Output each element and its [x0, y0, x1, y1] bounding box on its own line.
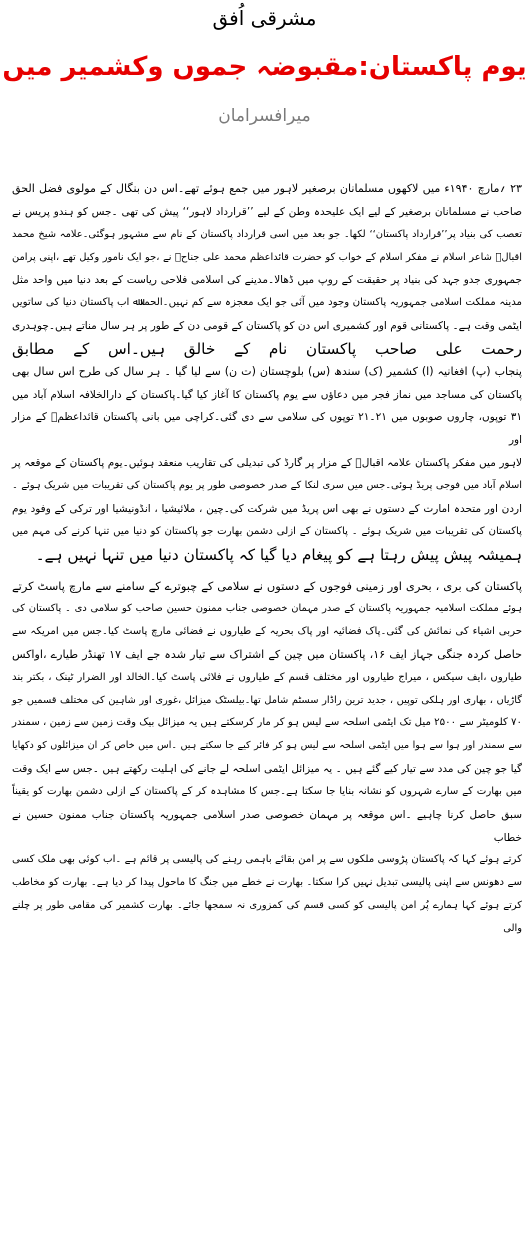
article-line: کرتے ہوئے کہا کہ پاکستان پڑوسی ملکوں سے پر امن بقائے باہمی رہنے کی پالیسی پر قائم ہے ۔اب کوئی بھی ملک کسی: [12, 854, 522, 866]
article-line: ہوئے مملکت اسلامیہ جمہوریہ پاکستان کے صدر مہمان خصوصی جناب ممنون حسین صاحب کو سلامی دی ۔ پاکستان کی: [12, 603, 522, 615]
article-line: جمہوری جدو جہد کی بنیاد پر حقیقت کے روپ میں ڈھالا۔مدینے کی اسلامی فلاحی ریاست کے بعد دنیا میں واحد مثل: [12, 274, 522, 287]
article-line: کرتے ہوئے کہا ہمارے پُر امن پالیسی کو کسی قسم کی کمزوری نہ سمجھا جائے۔ بھارت کشمیر کی مقامی طور پر چلنے والی: [12, 900, 522, 934]
article-line: حربی اشیاء کی نمائش کی گئی۔پاک فضائیہ اور پاک بحریہ کے طیاروں نے فضائی مارچ پاسٹ کیا۔جس میں امریکہ سے: [12, 626, 522, 638]
article-line: سبق حاصل کرنا چاہیے ۔اس موقعہ پر مہمان خصوصی صدر اسلامی جمہوریہ پاکستان جناب ممنون حسین نے خطاب: [12, 808, 522, 844]
article-line: ۲۳ ؍مارچ ۱۹۴۰ء میں لاکھوں مسلمانان برصغیر لاہور میں جمع ہوئے تھے۔اس دن بنگال کے مولوی فضل الحق: [12, 182, 522, 195]
article-line: گیا جو چین کی مدد سے تیار کیے گئے ہیں ۔ یہ میزائل ایٹمی اسلحہ لے جانے کی اہلیت رکھتے ہیں ۔جس سے ایک وقت: [12, 763, 522, 776]
article-line: لاہور میں مفکر پاکستان علامہ اقبالؒ کے مزار پر گارڈ کی تبدیلی کی تقاریب منعقد ہوئیں۔یوم پاکستان کے موقعہ پر: [12, 457, 522, 470]
article-body: [12, 178, 522, 941]
article-line: تعصب کی بنیاد پر’’قرارداد پاکستان‘‘ لکھا۔ جو بعد میں اسی قرارداد پاکستان کے نام سے مشہور ہوگئی۔علامہ شیخ محمد: [12, 228, 522, 240]
column-title: مشرقی اُفق: [212, 6, 317, 30]
article-line: سے سمندر اور ہوا سے ہوا میں ایٹمی اسلحہ سے لیس ہو کر فائر کیے جا سکتے ہیں ۔اس میں خاص کر ان میزائلوں کو دکھایا: [12, 740, 522, 752]
article-line: مدینہ مملکت اسلامی جمہوریہ پاکستان وجود میں آئی جو ایک معجزہ سے کم نہیں۔الحمدﷲ اب پاکستان دنیا کی ساتویں: [12, 297, 522, 309]
article-line: طیاروں ،ایف سیکس ، میراج طیاروں اور مختلف قسم کے طیاروں نے فلائی پاسٹ کیا۔الخالد اور الضرار ٹینک ، بکتر بند: [12, 671, 522, 683]
article-line: اسلام آباد میں فوجی پریڈ ہوئی۔جس میں سری لنکا کے صدر خصوصی طور پر یوم پاکستان کی تقریبات میں شریک ہوئے ۔: [12, 479, 522, 491]
article-line: ۳۱ توپوں، چاروں صوبوں میں ۲۱۔۲۱ توپوں کی سلامی سے دی گئی۔کراچی میں بانی پاکستان قائداعظمؒ کے مزار اور: [12, 411, 522, 447]
article-line: پاکستان کی تقریبات میں شریک ہوئے ۔ پاکستان کے ازلی دشمن بھارت جو پاکستان کو دنیا میں تنہا کرنے کی مہم میں: [12, 525, 522, 537]
article-line: حاصل کردہ جنگی جہاز ایف ۱۶، پاکستان میں چین کے اشتراک سے تیار شدہ جے ایف ۱۷ تھنڈر طیارے ،اواکس: [12, 647, 522, 661]
article-line: ۷۰ کلومیٹر سے ۲۵۰۰ میل تک ایٹمی اسلحہ سے لیس ہو کر مار کرسکتے ہیں یہ میزائل بیک وقت زمین سے زمین ، سمندر: [12, 717, 522, 729]
article-line: میں بھارت کے سارے شہروں کو نشانہ بنایا جا سکتا ہے۔جس کا مشاہدہ کر کے پاکستان کے ازلی دشمن بھارت کو یقیناً: [12, 785, 522, 797]
article-line: پنجاب (پ) افغانیہ (ا) کشمیر (ک) سندھ (س) بلوچستان (ت ن) سے لیا گیا ۔ ہر سال کی طرح اس سال بھی: [12, 364, 522, 378]
article-line: رحمت علی صاحب پاکستان نام کے خالق ہیں۔اس کے مطابق: [12, 339, 522, 358]
byline-author: میرافسرامان: [218, 106, 311, 126]
article-line: پاکستان کی بری ، بحری اور زمینی فوجوں کے دستوں نے سلامی کے چبوترے کے سامنے سے مارچ پاسٹ کرتے: [12, 579, 522, 594]
article-line: اقبالؒ شاعر اسلام نے مفکر اسلام کے خواب کو حضرت قائداعظم محمد علی جناحؒ نے ،جو ایک نامور وکیل تھے ،اپنی پرامن: [12, 251, 522, 263]
article-line: سے دھونس سے اپنی پالیسی تبدیل نہیں کرا سکتا۔ بھارت نے خطے میں جنگ کا ماحول پیدا کر دیا ہے۔ بھارت کو مخاطب: [12, 877, 522, 889]
article-line: ہمیشہ پیش پیش رہتا ہے کو پیغام دیا گیا کہ پاکستان دنیا میں تنہا نہیں ہے۔: [35, 545, 522, 564]
article-line: صاحب نے مسلمانان برصغیر کے لیے ایک علیحدہ وطن کے لیے ’’قرارداد لاہور‘‘ پیش کی تھی ۔جس کو ہندو پریس نے: [12, 205, 522, 218]
headline: یوم پاکستان:مقبوضہ جموں وکشمیر میں: [2, 52, 527, 82]
article-line: گاڑیاں ، بھاری اور ہلکی توپیں ، جدید ترین راڈار سسٹم شامل تھا۔بیلسٹک میزائل ،غوری اور شاہین کی مختلف قسمیں جو: [12, 694, 522, 706]
article-line: اردن اور متحدہ امارت کے دستوں نے بھی اس پریڈ میں شرکت کی۔چین ، ملائیشیا ، انڈونیشیا اور ترکی کے وفود یوم: [12, 502, 522, 515]
article-line: ایٹمی وقت ہے۔ پاکستانی قوم اور کشمیری اس دن کو پاکستان کے قومی دن کے طور پر ہر سال مناتے ہیں۔چوہدری: [12, 320, 522, 333]
article-line: پاکستان کی مساجد میں نماز فجر میں دعاؤں سے یوم پاکستان کا آغاز کیا گیا۔پاکستان کے دارالخلافہ اسلام آباد میں: [12, 388, 522, 401]
